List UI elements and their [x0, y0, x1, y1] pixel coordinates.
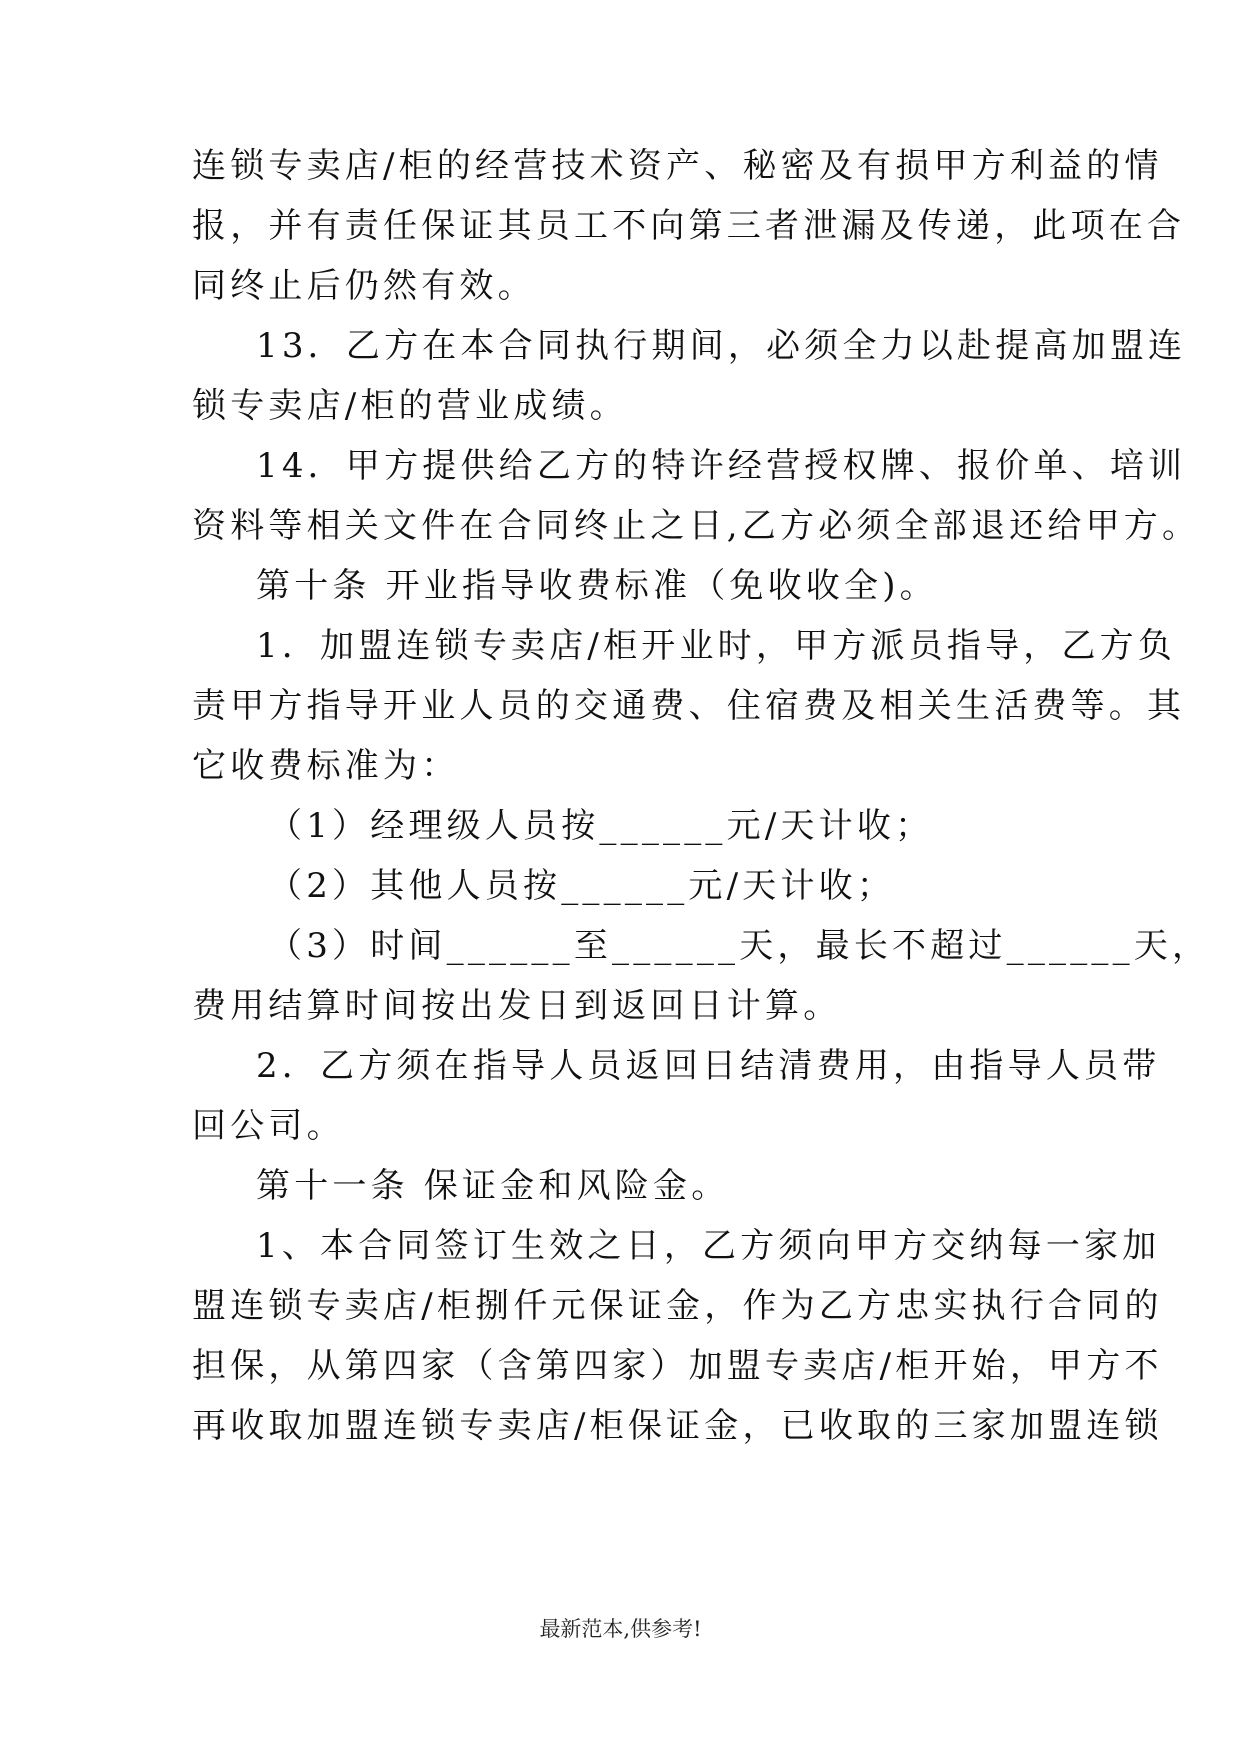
page-footer: 最新范本,供参考!	[539, 1617, 702, 1641]
section-heading: 第十条 开业指导收费标准（免收收全)。	[256, 566, 938, 606]
text-line: 1．加盟连锁专卖店/柜开业时，甲方派员指导，乙方负	[256, 626, 1177, 666]
text-line: 费用结算时间按出发日到返回日计算。	[192, 986, 842, 1026]
text-line: 资料等相关文件在合同终止之日,乙方必须全部退还给甲方。	[192, 506, 1201, 546]
text-line: 连锁专卖店/柜的经营技术资产、秘密及有损甲方利益的情	[192, 146, 1163, 186]
text-line: 同终止后仍然有效。	[192, 266, 536, 306]
text-line: 1、本合同签订生效之日，乙方须向甲方交纳每一家加	[256, 1226, 1161, 1266]
text-line: 锁专卖店/柜的营业成绩。	[192, 386, 628, 426]
text-line: 2．乙方须在指导人员返回日结清费用，由指导人员带	[256, 1046, 1161, 1086]
text-line: 回公司。	[192, 1106, 345, 1146]
text-line: 13．乙方在本合同执行期间，必须全力以赴提高加盟连	[256, 326, 1187, 366]
text-line: 再收取加盟连锁专卖店/柜保证金，已收取的三家加盟连锁	[192, 1406, 1163, 1446]
text-line: 盟连锁专卖店/柜捌仟元保证金，作为乙方忠实执行合同的	[192, 1286, 1163, 1326]
text-line: 担保，从第四家（含第四家）加盟专卖店/柜开始，甲方不	[192, 1346, 1163, 1386]
text-line: （2）其他人员按______元/天计收；	[268, 866, 896, 906]
text-line: 报，并有责任保证其员工不向第三者泄漏及传递，此项在合	[192, 206, 1186, 246]
text-line: 责甲方指导开业人员的交通费、住宿费及相关生活费等。其	[192, 686, 1186, 726]
text-line: 14．甲方提供给乙方的特许经营授权牌、报价单、培训	[256, 446, 1187, 486]
text-line: （3）时间______至______天，最长不超过______天，	[268, 926, 1211, 966]
text-line: 它收费标准为：	[192, 746, 460, 786]
section-heading: 第十一条 保证金和风险金。	[256, 1166, 730, 1206]
text-line: （1）经理级人员按______元/天计收；	[268, 806, 934, 846]
